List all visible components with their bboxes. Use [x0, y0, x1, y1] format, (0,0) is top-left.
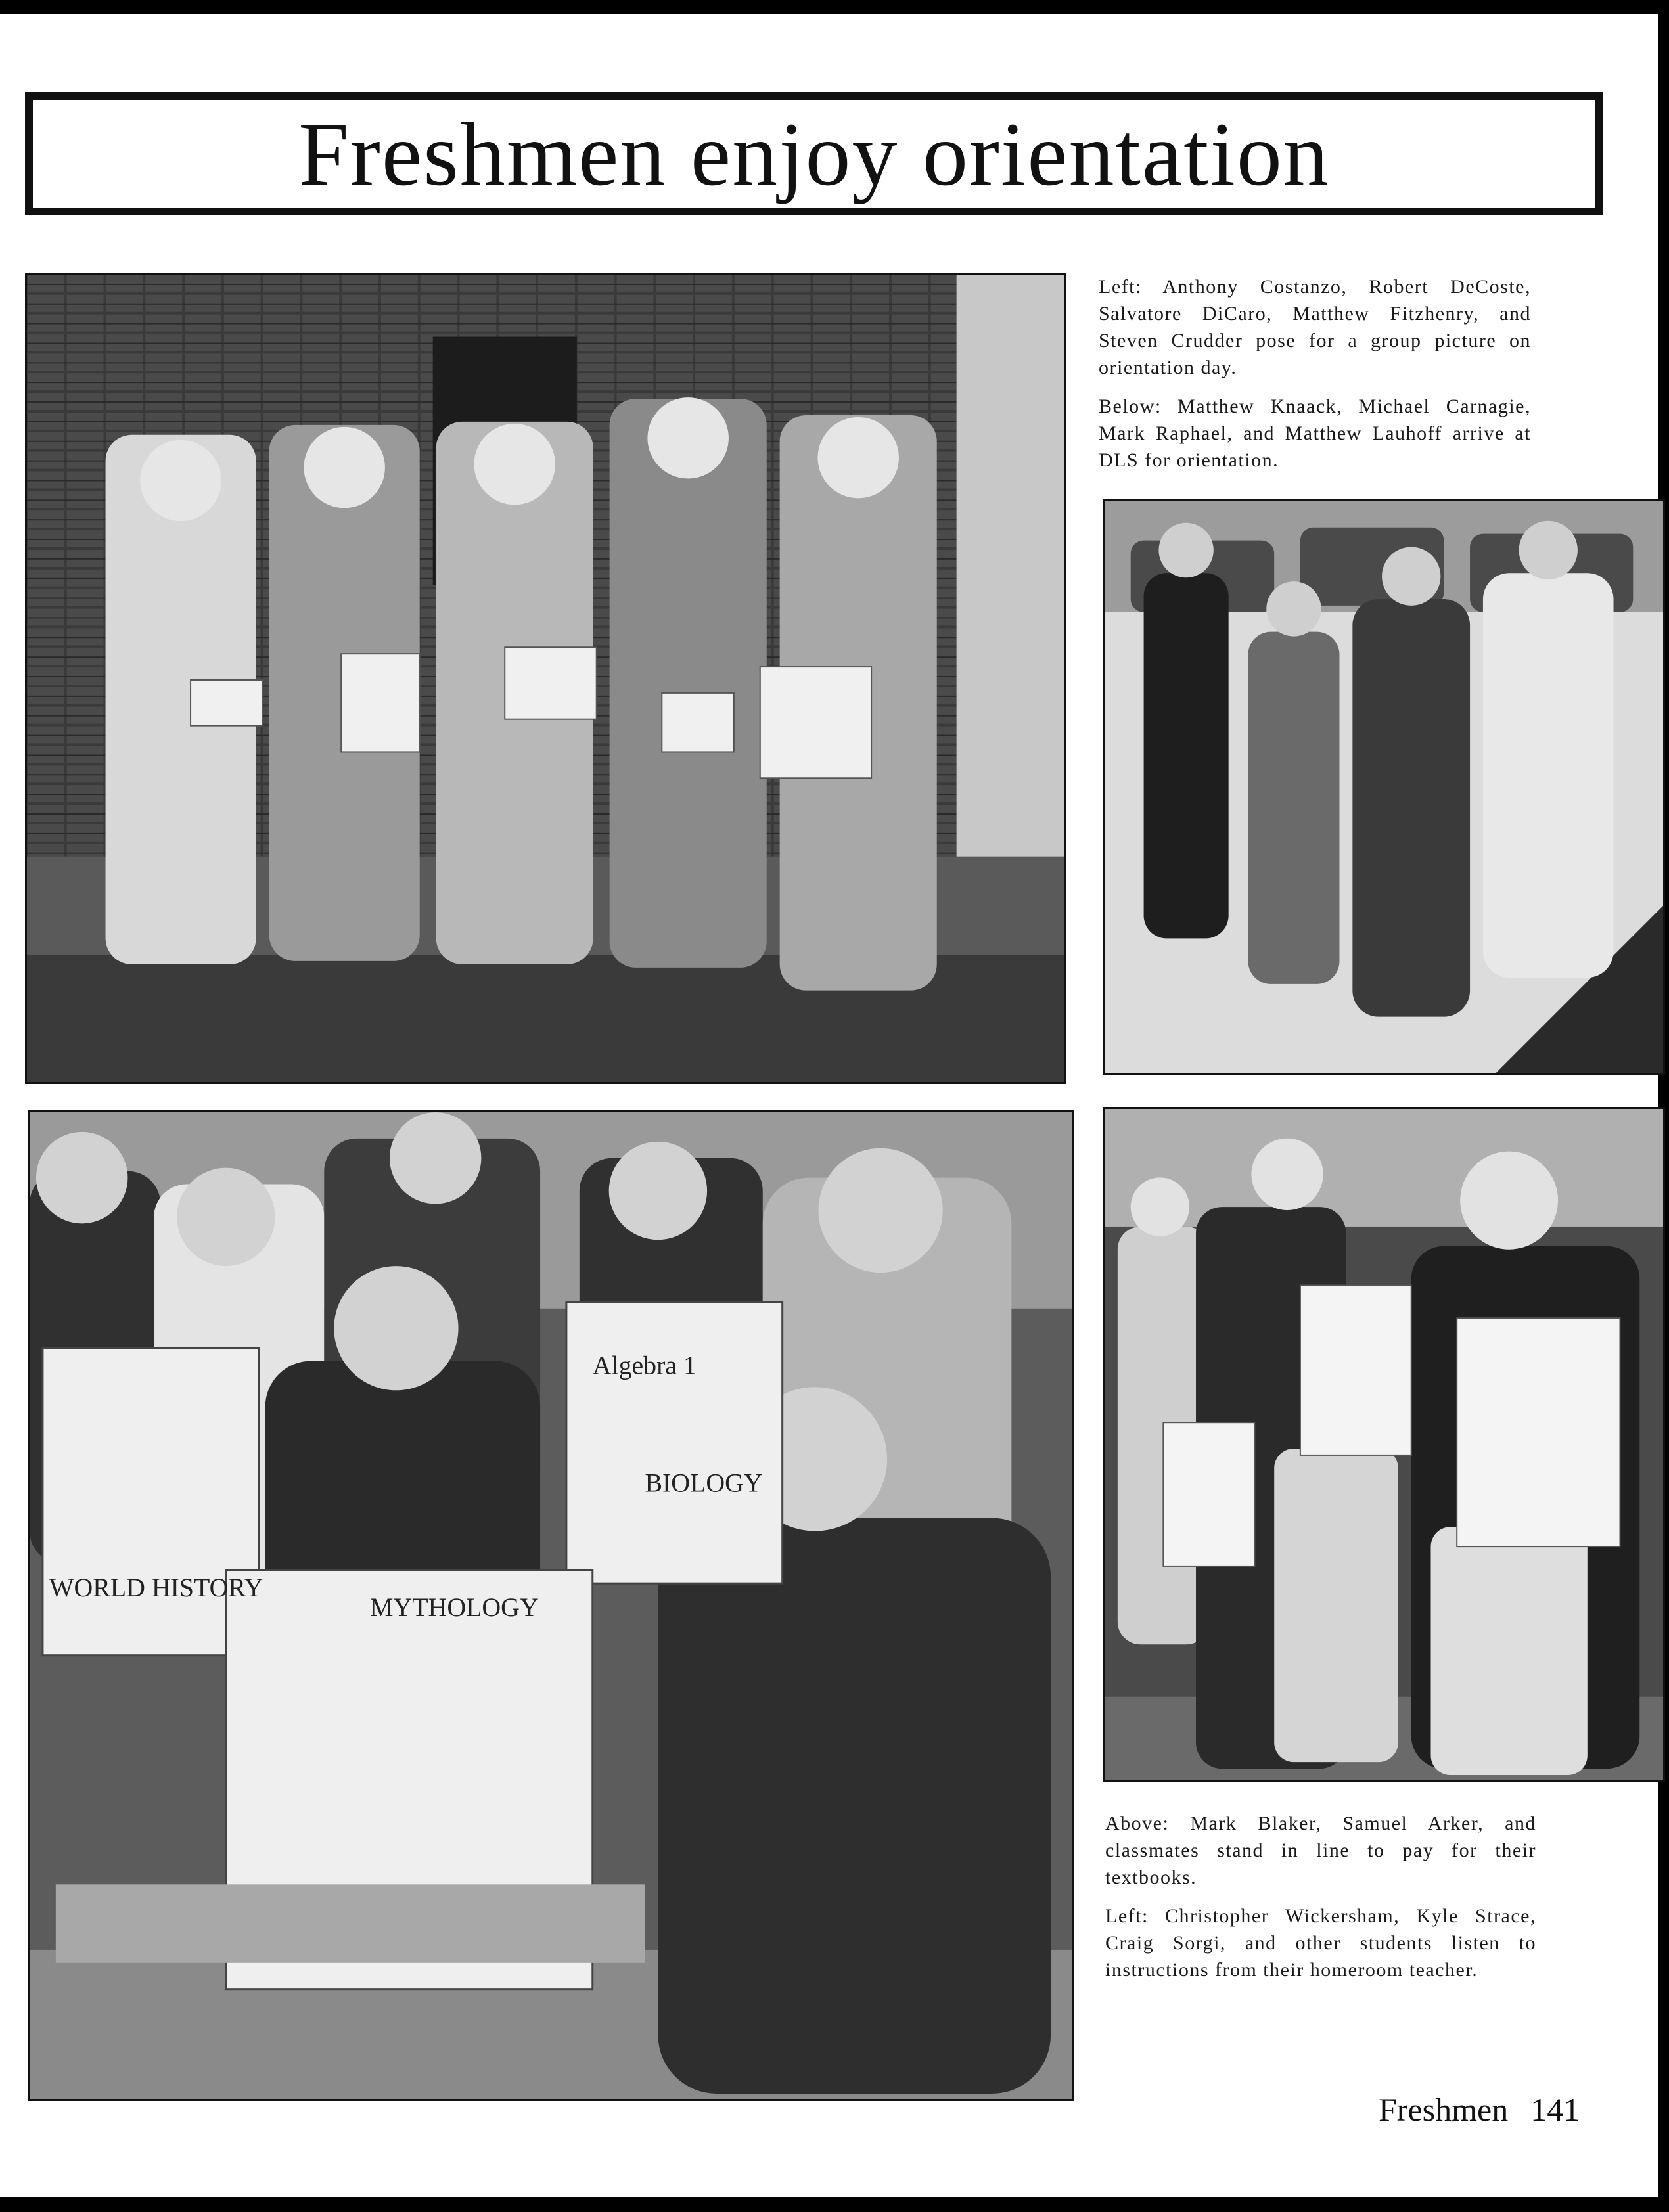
yearbook-page	[0, 14, 1658, 2197]
caption-classroom: Left: Christopher Wickersham, Kyle Strace, Craig Sorgi, and other students listen to instructions from their homeroom teacher.	[1105, 1905, 1536, 1981]
caption-arrival: Below: Matthew Knaack, Michael Carnagie, Mark Raphael, and Matthew Lauhoff arrive at DLS for orientation.	[1099, 395, 1531, 471]
book-spine-biology: BIOLOGY	[645, 1468, 763, 1498]
photo-arrival	[1103, 499, 1665, 1075]
photo-textbook-line	[1103, 1107, 1665, 1782]
caption-top	[1099, 273, 1531, 485]
page-folio	[1379, 2090, 1580, 2129]
book-spine-algebra: Algebra 1	[592, 1350, 697, 1380]
photo-group-pose	[25, 273, 1066, 1084]
photo-classroom-image	[30, 1112, 1072, 2099]
caption-group-pose: Left: Anthony Costanzo, Robert DeCoste, Salvatore DiCaro, Matthew Fitzhenry, and Steven Crudder pose for a group picture on orientation day.	[1099, 276, 1531, 378]
folio-page-number: 141	[1530, 2091, 1580, 2128]
caption-bottom	[1105, 1810, 1536, 1995]
book-spine-world-history: WORLD HISTORY	[49, 1573, 263, 1603]
book-spine-mythology: MYTHOLOGY	[370, 1592, 539, 1622]
photo-classroom	[28, 1110, 1074, 2101]
photo-arrival-image	[1105, 501, 1663, 1073]
page-title: Freshmen enjoy orientation	[298, 103, 1330, 204]
title-banner	[25, 92, 1603, 215]
caption-textbook-line: Above: Mark Blaker, Samuel Arker, and classmates stand in line to pay for their textbooks.	[1105, 1813, 1536, 1888]
photo-group-pose-image	[27, 275, 1064, 1082]
folio-section: Freshmen	[1379, 2091, 1509, 2128]
photo-textbook-line-image	[1105, 1109, 1663, 1780]
